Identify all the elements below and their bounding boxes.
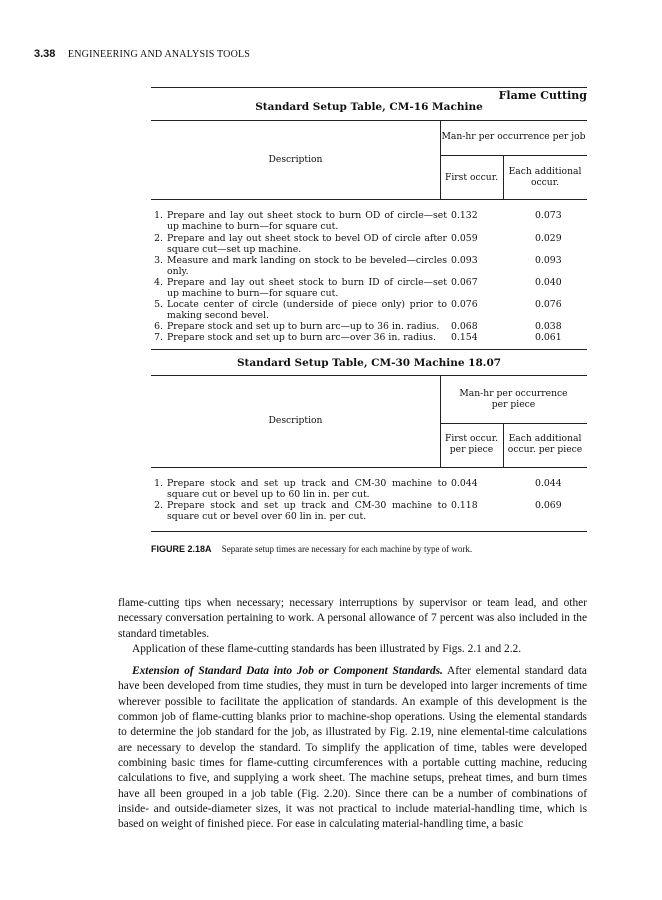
table1-group-rule xyxy=(440,155,587,156)
row-number: 2. xyxy=(154,233,163,244)
table2-title: Standard Setup Table, CM-30 Machine 18.07 xyxy=(236,357,502,369)
table2-group-rule xyxy=(440,423,587,424)
row-first-occurrence: 0.118 xyxy=(451,500,478,511)
row-each-additional: 0.044 xyxy=(535,478,562,489)
page-number: 3.38 xyxy=(34,48,56,60)
table2-col-first-line1: First occur. xyxy=(444,433,499,444)
row-each-additional: 0.073 xyxy=(535,210,562,221)
row-description: Locate center of circle (underside of piece only) prior to making second bevel. xyxy=(167,299,447,321)
row-first-occurrence: 0.067 xyxy=(451,277,478,288)
row-each-additional: 0.029 xyxy=(535,233,562,244)
table2-col-first-line2: per piece xyxy=(449,444,494,455)
table1-title: Standard Setup Table, CM-16 Machine xyxy=(255,101,483,113)
table2-bottom-rule xyxy=(151,531,587,532)
table2-header-rule xyxy=(151,467,587,468)
row-description: Prepare and lay out sheet stock to bevel OD of circle after square cut—set up machine. xyxy=(167,233,447,255)
row-description: Measure and mark landing on stock to be beveled—circles only. xyxy=(167,255,447,277)
row-first-occurrence: 0.076 xyxy=(451,299,478,310)
table1-top-rule xyxy=(151,120,587,121)
row-number: 2. xyxy=(154,500,163,511)
running-title: ENGINEERING AND ANALYSIS TOOLS xyxy=(67,49,251,60)
table2-col-each-line1: Each additional xyxy=(508,433,582,444)
table1-col-each-line1: Each additional xyxy=(508,166,582,177)
row-description: Prepare stock and set up track and CM-30 machine to square cut or bevel over 60 lin in. per cut. xyxy=(167,500,447,522)
paragraph: Application of these flame-cutting standards has been illustrated by Figs. 2.1 and 2.2. xyxy=(132,642,522,655)
figure-label: FIGURE 2.18A xyxy=(151,544,212,554)
table1-col-group: Man-hr per occurrence per job xyxy=(441,131,586,142)
row-first-occurrence: 0.093 xyxy=(451,255,478,266)
row-each-additional: 0.069 xyxy=(535,500,562,511)
table1-header-rule xyxy=(151,199,587,200)
run-in-heading: Extension of Standard Data into Job or Component Standards. xyxy=(132,665,443,678)
row-number: 7. xyxy=(154,332,163,343)
section-title: Flame Cutting xyxy=(498,89,587,102)
table2-col-first xyxy=(440,433,503,455)
row-each-additional: 0.093 xyxy=(535,255,562,266)
body-text xyxy=(118,596,587,832)
row-first-occurrence: 0.154 xyxy=(451,332,478,343)
table2-col-group-line1: Man-hr per occurrence xyxy=(459,388,568,399)
paragraph-text: After elemental standard data have been developed from time studies, they must in turn be developed into larger increments of time wherever possible to facilitate the application of standards. An example of this development is the common job of flame-cutting blanks prior to machine-shop operations. Using the elemental standards to determine the job standard for the job, as illustrated by Fig. 2.19, nine elemental-time calculations are necessary to develop the standard. To simplify the application of time, tables were developed combining basic times for flame-cutting circumferences with a portable cutting machine, reducing calculations to five, and supplying a work sheet. The machine setups, preheat times, and burn times have all been grouped in a job table (Fig. 2.20). Since there can be a number of combinations of inside- and outside-diameter sizes, it was not practical to include material-handling time, which is based on weight of finished piece. For ease in calculating material-handling time, a basic xyxy=(118,665,587,831)
table1-col-each xyxy=(503,166,587,188)
table1-col-description: Description xyxy=(268,154,323,165)
table2-col-group xyxy=(440,388,587,410)
row-each-additional: 0.061 xyxy=(535,332,562,343)
row-description: Prepare and lay out sheet stock to burn OD of circle—set up machine to burn—for square cut. xyxy=(167,210,447,232)
paragraph: flame-cutting tips when necessary; necessary interruptions by supervisor or team lead, and other necessary conversation pertaining to work. A personal allowance of 7 percent was also included in the standard timetables. xyxy=(118,597,587,640)
row-description: Prepare stock and set up to burn arc—up to 36 in. radius. xyxy=(167,321,440,332)
table2-col-each xyxy=(503,433,587,455)
row-number: 1. xyxy=(154,478,163,489)
row-description: Prepare and lay out sheet stock to burn ID of circle—set up machine to burn—for square cut. xyxy=(167,277,447,299)
figure-caption xyxy=(151,544,472,554)
row-first-occurrence: 0.068 xyxy=(451,321,478,332)
table2-col-group-line2: per piece xyxy=(491,399,536,410)
row-number: 1. xyxy=(154,210,163,221)
row-first-occurrence: 0.059 xyxy=(451,233,478,244)
figure-caption-text: Separate setup times are necessary for each machine by type of work. xyxy=(221,544,473,554)
table1-col-first: First occur. xyxy=(444,172,499,183)
table2-top-rule xyxy=(151,349,587,350)
row-number: 6. xyxy=(154,321,163,332)
row-description: Prepare stock and set up to burn arc—over 36 in. radius. xyxy=(167,332,436,343)
paragraph xyxy=(118,664,587,832)
top-rule xyxy=(151,87,587,88)
table2-col-each-line2: occur. per piece xyxy=(507,444,583,455)
table2-col-description: Description xyxy=(268,415,323,426)
row-number: 4. xyxy=(154,277,163,288)
row-number: 5. xyxy=(154,299,163,310)
row-each-additional: 0.040 xyxy=(535,277,562,288)
row-each-additional: 0.038 xyxy=(535,321,562,332)
row-description: Prepare stock and set up track and CM-30 machine to square cut or bevel up to 60 lin in. per cut. xyxy=(167,478,447,500)
row-number: 3. xyxy=(154,255,163,266)
table1-col-each-line2: occur. xyxy=(530,177,560,188)
row-first-occurrence: 0.044 xyxy=(451,478,478,489)
table2-title-rule xyxy=(151,375,587,376)
running-header xyxy=(34,48,250,60)
row-each-additional: 0.076 xyxy=(535,299,562,310)
row-first-occurrence: 0.132 xyxy=(451,210,478,221)
